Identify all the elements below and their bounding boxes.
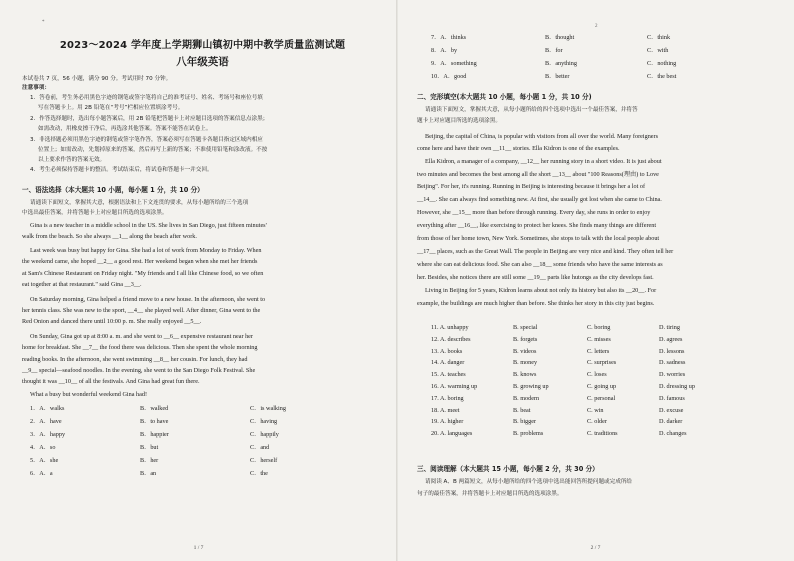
option: 18. A. meet (431, 406, 460, 414)
passage-line: her tennis class. She was new to the sport, __4__ she played well. After dinner, Gina went to the (22, 307, 261, 314)
passage-line: Red Onion and danced there until 10:00 p. m. She really enjoyed __5__. (22, 318, 202, 325)
option: 4．A．so (30, 444, 56, 451)
passage-line: However, she __15__ more than before through running. Every day, she runs in order to enjoy (417, 209, 651, 216)
notice-line: 如需改动，用橡皮擦干净后，再选涂其他答案。答案不能答在试卷上。 (38, 126, 212, 132)
section1-instruction: 中选出最佳答案，并将答题卡上对应题目所选的选项涂黑。 (22, 210, 168, 216)
section1-heading: 一、语法选择（本大题共 10 小题，每小题 1 分，共 10 分） (22, 186, 204, 194)
option: B. forgets (513, 335, 538, 343)
page-number: 2 / 7 (590, 545, 601, 551)
option: B．an (140, 470, 157, 477)
option: 14. A. danger (431, 359, 465, 367)
option: 2．A．have (30, 418, 62, 425)
option: C．is walking (250, 405, 286, 412)
option: B．better (545, 73, 570, 80)
notice-line: 2．作答选择题时，选出每小题答案后，用 2B 铅笔把答题卡上对应题目选项的答案信息点涂黑； (30, 116, 269, 122)
option: C．happily (250, 431, 279, 438)
option: C. going up (587, 383, 617, 390)
section3-instruction: 句子的最佳答案，并将答题卡上对应题目所选的选项涂黑。 (417, 491, 563, 497)
option: D. darker (659, 418, 683, 426)
option: D. sadness (659, 359, 686, 367)
passage-line: What a busy but wonderful weekend Gina had! (30, 391, 148, 398)
option: 17. A. boring (431, 394, 464, 402)
option: 20. A. languages (431, 430, 473, 438)
passage-line: where she can eat delicious food. She can also __18__ some friends who have the same interests as (417, 261, 663, 268)
option: C. surprises (587, 359, 617, 367)
option: B．walked (140, 405, 169, 412)
option: 8．A．by (431, 47, 458, 54)
option: D. excuse (659, 406, 684, 414)
option: B. special (513, 324, 538, 331)
option: B. problems (513, 430, 544, 438)
passage-line: __14__. She can always find something new. At first, she usually got lost when she came to China. (417, 196, 662, 203)
option: B. money (513, 359, 538, 367)
notice-line: 3．非选择题必须用黑色字迹的钢笔或签字笔作答，答案必须写在答题卡各题目指定区域内相应 (30, 137, 263, 143)
page-mark: 2 (595, 24, 598, 29)
section2-instruction: 请通读下面短文，掌握其大意，从每小题所给的四个选项中选出一个最佳答案，并将答 (425, 107, 638, 113)
option: B. bigger (513, 418, 537, 426)
option: D. agrees (659, 335, 683, 343)
passage-line: eat together at that restaurant." said Gina __3__. (22, 281, 142, 288)
option: C．with (647, 47, 669, 54)
passage-line: her. Besides, she notices there are still some __19__ parts like hutongs as the city develops fast. (417, 274, 654, 281)
passage-line: Last week was busy but happy for Gina. She had a lot of work from Monday to Friday. When (30, 247, 262, 254)
option: C. misses (587, 335, 611, 343)
option: C. letters (587, 347, 610, 355)
passage-line: Gina is a new teacher in a middle school in the US. She lives in San Diego, just fifteen minutes' (30, 222, 267, 229)
exam-intro: 本试卷共 7 页，56 小题，满分 90 分。考试用时 70 分钟。 (22, 76, 172, 82)
exam-title: 2023～2024 学年度上学期狮山镇初中期中教学质量监测试题 (59, 40, 346, 51)
page-number: 1 / 7 (193, 545, 204, 551)
passage-line: walk from the beach. So she always __1__ along the beach after work. (22, 233, 197, 240)
option: B．but (140, 444, 159, 451)
option: 5．A．she (30, 457, 59, 464)
passage-line: __17__ places, such as the Great Wall. The people in Beijing are very nice and kind. They often tell her (417, 248, 674, 255)
option: B．for (545, 47, 563, 54)
option: 9．A．something (431, 60, 477, 67)
passage-line: at Sam's Chinese Restaurant on Friday night. "My friends and I all like Chinese food, so we often (22, 270, 264, 277)
option: B．her (140, 457, 159, 464)
option: 7．A．thinks (431, 34, 467, 41)
option: D. famous (659, 394, 685, 402)
option: 12. A. describes (431, 335, 471, 343)
section2-instruction: 题卡上对应题目所选的选项涂黑。 (417, 118, 501, 124)
option: 6．A．a (30, 470, 53, 477)
passage-line: Beijing, the capital of China, is popular with visitors from all over the world. Many foreigners (425, 133, 659, 140)
option: B．to have (140, 418, 169, 425)
passage-line: Beijing". For her, it's running. Running in Beijing is interesting because it brings her a lot of (417, 183, 646, 190)
option: C. loses (587, 371, 607, 379)
option: D. lessons (659, 347, 685, 355)
page-right (397, 0, 794, 561)
passage-line: Living in Beijing for 5 years, Kidron learns about not only its history but also its __20__. For (425, 287, 657, 294)
option: B. growing up (513, 383, 549, 390)
option: C．herself (250, 457, 278, 464)
option: D. dressing up (659, 383, 695, 390)
notice-line: 位置上；如需改动，先划掉原来的答案，然后再写上新的答案；不准使用铅笔和涂改液。不按 (38, 147, 268, 153)
option: 11. A. unhappy (431, 324, 469, 331)
option: C．and (250, 444, 270, 451)
option: C. older (587, 418, 607, 426)
option: 15. A. teaches (431, 371, 466, 379)
exam-subtitle: 八年级英语 (176, 56, 229, 68)
option: B．happier (140, 431, 169, 438)
option: D. changes (659, 430, 687, 438)
option: 19. A. higher (431, 418, 464, 426)
option: C．nothing (647, 60, 677, 67)
option: B．thought (545, 34, 575, 41)
passage-line: the weekend came, she hoped __2__ a good rest. Her weekend began when she met her friends (22, 258, 258, 265)
passage-line: On Saturday morning, Gina helped a friend move to a new house. In the afternoon, she went to (30, 296, 266, 303)
passage-line: Ella Kidron, a manager of a company, __12__ her running story in a short video. It is just about (425, 158, 662, 165)
option: B. beat (513, 406, 531, 414)
passage-line: example, the buildings are much higher than before. She thinks her story in this city just begins. (417, 300, 655, 307)
notice-line: 1．答卷前，考生务必用黑色字迹的钢笔或签字笔将自己的准考证号、姓名、考场号和座位号填 (30, 95, 263, 101)
corner-mark: * (42, 20, 45, 25)
option: 10．A．good (431, 73, 467, 80)
option: C. traditions (587, 430, 618, 438)
section2-heading: 二、完形填空(本大题共 10 小题，每小题 1 分，共 10 分) (417, 93, 592, 101)
option: C. personal (587, 394, 616, 402)
option: D. tiring (659, 324, 680, 331)
section3-instruction: 请阅读 A、B 两篇短文，从每小题所给的四个选项中选出能回答所提问题或完成所给 (425, 479, 633, 485)
option: C．the (250, 470, 268, 477)
option: C．think (647, 34, 671, 41)
option: C. win (587, 406, 604, 414)
option: B. knows (513, 371, 537, 379)
passage-line: On Sunday, Gina got up at 8:00 a. m. and she went to __6__ expensive restaurant near her (30, 333, 253, 340)
passage-line: everything after __16__, like exercising to protect her knees. She finds many things are different (417, 222, 657, 229)
notice-line: 以上要求作答的答案无效。 (38, 157, 106, 163)
option: C．having (250, 418, 278, 425)
passage-line: reading books. In the afternoon, she went swimming __8__ her cousin. For lunch, they had (22, 356, 248, 363)
option: B. modern (513, 394, 540, 402)
passage-line: home for breakfast. She __7__ the food there was delicious. Then she spent the whole morning (22, 344, 258, 351)
passage-line: from those of her home town, New York. Sometimes, she stops to talk with the local people about (417, 235, 660, 242)
option: 13. A. books (431, 347, 463, 355)
passage-line: thought it was __10__ of all the festivals. And Gina had great fun there. (22, 378, 200, 385)
notice-heading: 注意事项： (22, 85, 50, 91)
option: D. worries (659, 371, 686, 379)
option: C．the best (647, 73, 677, 80)
section3-heading: 三、阅读理解（本大题共 15 小题，每小题 2 分，共 30 分） (417, 465, 599, 473)
option: B．anything (545, 60, 577, 67)
passage-line: come here and have their own __11__ stories. Ella Kidron is one of the examples. (417, 145, 620, 152)
notice-line: 4．考生必须保持答题卡的整洁。考试结束后，将试卷和答题卡一并交回。 (30, 167, 213, 173)
passage-line: two minutes and becomes the best among all the short __13__ about "100 Reasons(理由) to Love (417, 171, 659, 178)
notice-line: 写在答题卡上。用 2B 铅笔在“考号”栏相应位置填涂考号。 (38, 105, 184, 111)
option: 3．A．happy (30, 431, 66, 438)
passage-line: __9__ special—seafood noodles. In the evening, she went to the San Diego Folk Festival. She (22, 367, 256, 374)
option: 1．A．walks (30, 405, 65, 412)
option: B. videos (513, 347, 537, 355)
option: 16. A. warming up (431, 383, 478, 390)
option: C. boring (587, 324, 611, 331)
section1-instruction: 请通读下面短文，掌握其大意，根据语法和上下文连贯的要求，从每小题所给的三个选项 (30, 200, 249, 206)
